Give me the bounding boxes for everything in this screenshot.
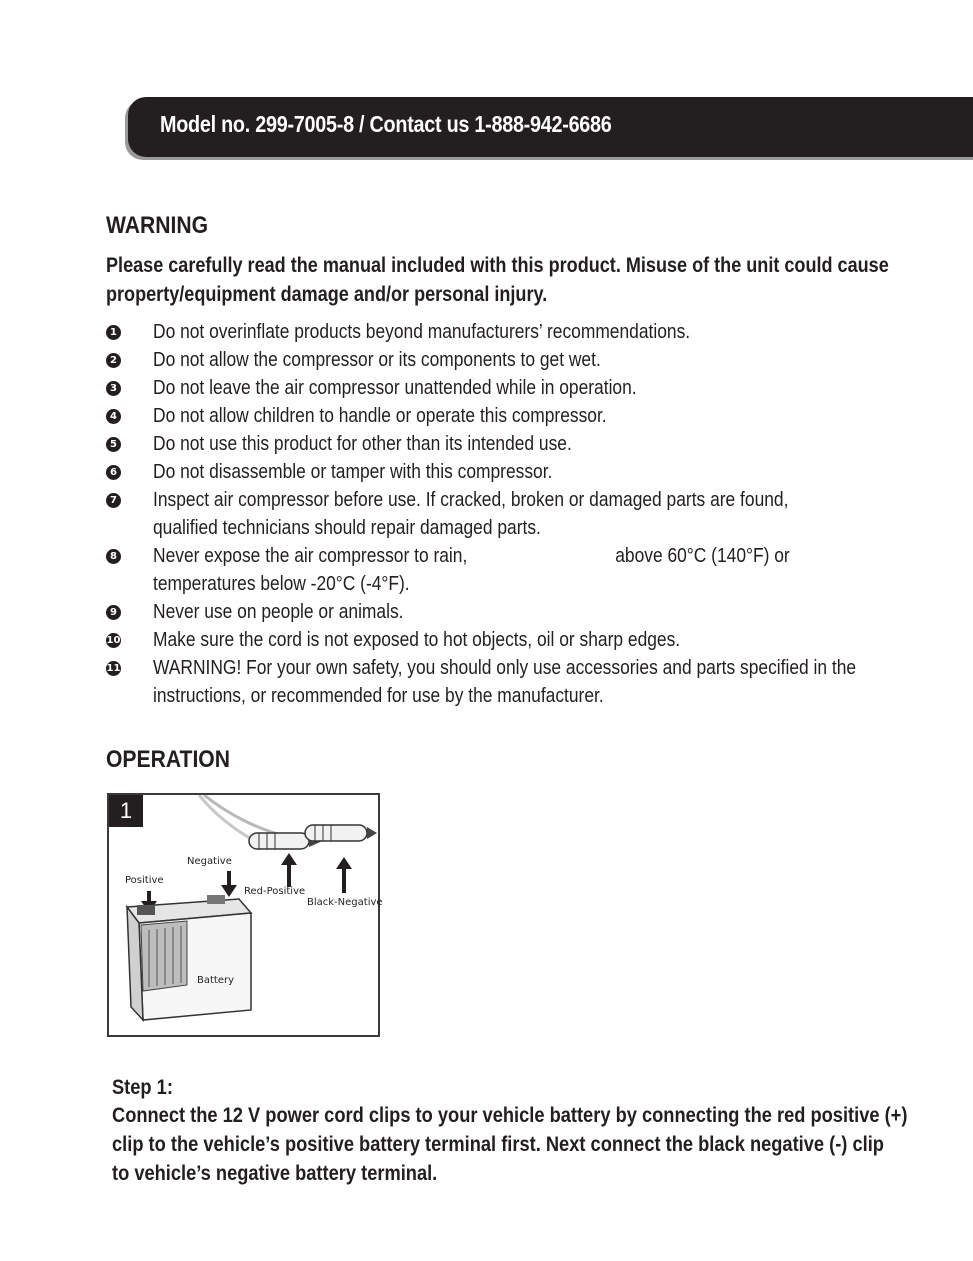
warning-intro xyxy=(106,251,923,309)
black-clip-icon xyxy=(305,825,377,841)
warning-item-3 xyxy=(106,374,973,402)
battery-label: Battery xyxy=(197,975,235,986)
operation-heading: OPERATION xyxy=(106,746,230,773)
warning-item-text: Never use on people or animals. xyxy=(153,601,404,623)
positive-label: Positive xyxy=(125,875,164,886)
warning-item-2 xyxy=(106,346,973,374)
number-badge: 8 xyxy=(106,549,121,564)
warning-item-8 xyxy=(106,542,973,598)
arrow-down-icon xyxy=(221,871,237,897)
warning-item-text xyxy=(153,542,971,570)
header-bar xyxy=(128,97,973,157)
number-badge: 11 xyxy=(106,663,121,674)
model-contact-text: Model no. 299-7005-8 / Contact us 1-888-942-6686 xyxy=(160,111,612,137)
number-badge: 1 xyxy=(106,325,121,340)
number-badge: 2 xyxy=(106,353,121,368)
number-badge: 9 xyxy=(106,605,121,620)
step1-title: Step 1: xyxy=(112,1076,173,1099)
warning-item-text-part: Never expose the air compressor to rain, xyxy=(153,545,468,567)
warning-item-11 xyxy=(106,654,973,710)
warning-list xyxy=(106,318,973,710)
warning-item-text: Do not overinflate products beyond manufacturers’ recommendations. xyxy=(153,321,691,343)
number-badge: 3 xyxy=(106,381,121,396)
warning-item-text: Do not leave the air compressor unattended while in operation. xyxy=(153,377,637,399)
step1-line: Connect the 12 V power cord clips to your vehicle battery by connecting the red positive (+) xyxy=(112,1104,908,1127)
number-badge: 7 xyxy=(106,493,121,508)
number-badge: 6 xyxy=(106,465,121,480)
warning-item-text: Do not use this product for other than its intended use. xyxy=(153,433,572,455)
number-badge: 10 xyxy=(106,635,121,646)
warning-intro-line: property/equipment damage and/or personal injury. xyxy=(106,283,548,306)
warning-item-text: Inspect air compressor before use. If cracked, broken or damaged parts are found, xyxy=(153,489,789,511)
negative-label: Negative xyxy=(187,856,232,867)
warning-item-text: Make sure the cord is not exposed to hot objects, oil or sharp edges. xyxy=(153,629,681,651)
black-negative-label: Black-Negative xyxy=(307,897,383,908)
warning-item-5 xyxy=(106,430,973,458)
warning-item-text-part: above 60°C (140°F) or xyxy=(615,545,790,567)
warning-item-1 xyxy=(106,318,973,346)
warning-item-text: temperatures below -20°C (-4°F). xyxy=(153,573,410,595)
warning-item-text: Do not disassemble or tamper with this compressor. xyxy=(153,461,553,483)
warning-item-4 xyxy=(106,402,973,430)
warning-item-9 xyxy=(106,598,973,626)
number-badge: 5 xyxy=(106,437,121,452)
number-badge: 4 xyxy=(106,409,121,424)
warning-item-7 xyxy=(106,486,973,542)
step-number-badge: 1 xyxy=(109,795,143,827)
red-positive-label: Red-Positive xyxy=(244,886,306,897)
arrow-up-icon xyxy=(281,853,297,887)
warning-intro-line: Please carefully read the manual included with this product. Misuse of the unit could cause xyxy=(106,254,889,277)
step1-line: clip to the vehicle’s positive battery terminal first. Next connect the black negative (-) clip xyxy=(112,1133,884,1156)
arrow-up-icon xyxy=(336,857,352,893)
warning-item-text: Do not allow children to handle or operate this compressor. xyxy=(153,405,607,427)
warning-item-text: WARNING! For your own safety, you should only use accessories and parts specified in the xyxy=(153,657,857,679)
warning-item-text: instructions, or recommended for use by the manufacturer. xyxy=(153,685,604,707)
step1-body xyxy=(112,1101,921,1188)
step1-figure xyxy=(107,793,383,1037)
warning-item-6 xyxy=(106,458,973,486)
warning-item-text: Do not allow the compressor or its components to get wet. xyxy=(153,349,601,371)
battery-illustration xyxy=(109,795,378,1035)
warning-item-10 xyxy=(106,626,973,654)
step1-line: to vehicle’s negative battery terminal. xyxy=(112,1162,438,1185)
warning-item-text: qualified technicians should repair damaged parts. xyxy=(153,517,541,539)
warning-heading: WARNING xyxy=(106,212,209,239)
power-cord xyxy=(204,795,289,837)
battery-icon xyxy=(127,895,251,1020)
